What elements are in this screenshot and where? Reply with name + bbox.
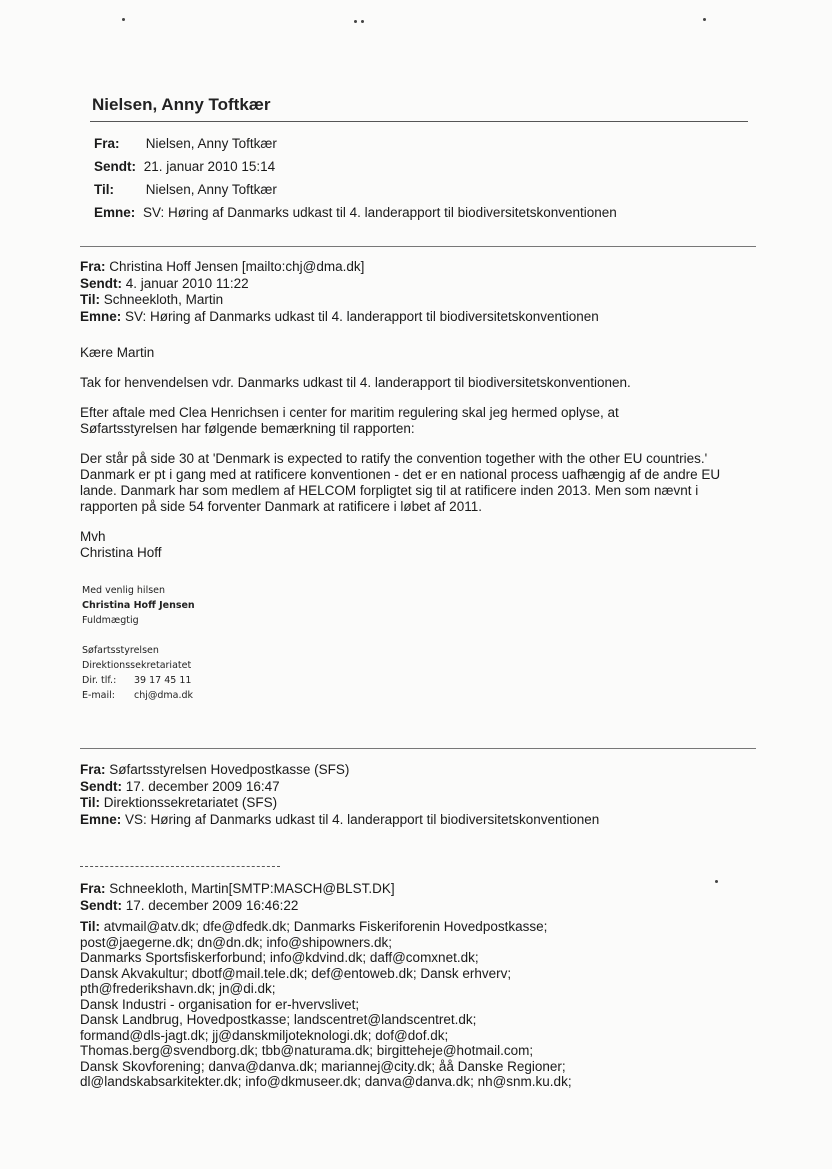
- sig-email-link[interactable]: chj@dma.dk: [134, 690, 194, 701]
- msg1-from-label: Fra:: [80, 259, 106, 274]
- msg3-to-label: Til:: [80, 919, 100, 934]
- from-value: Nielsen, Anny Toftkær: [145, 136, 277, 151]
- sent-label: Sendt:: [94, 159, 136, 174]
- recipient-line: post@jaegerne.dk; dn@dn.dk; info@shipowners.dk;: [80, 934, 393, 950]
- subject-value: SV: Høring af Danmarks udkast til 4. landerapport til biodiversitetskonventionen: [143, 205, 617, 220]
- paragraph-3: Der står på side 30 at 'Denmark is expected to ratify the convention together with the other EU countries.' Danmark er pt i gang med at ratificere konventionen - det er en national process uafhængig af de andre EU lande. Danmark har som medlem af HELCOM forpligtet sig til at ratificere inden 2013. Men som nævnt i rapporten på side 54 forventer Danmark at ratificere i løbet af 2011.: [80, 451, 721, 514]
- outer-subject-row: [94, 205, 617, 220]
- recipient-line: Dansk Industri - organisation for er-hvervslivet;: [80, 996, 360, 1012]
- msg3-sent-value: 17. december 2009 16:46:22: [125, 897, 299, 913]
- msg1-to-label: Til:: [80, 292, 100, 307]
- signature-block: [82, 583, 195, 703]
- document-title: Nielsen, Anny Toftkær: [92, 95, 271, 114]
- msg2-sent-value: 17. december 2009 16:47: [125, 778, 280, 794]
- msg3-header: [80, 881, 395, 914]
- recipient-line: Thomas.berg@svendborg.dk; tbb@naturama.dk; birgitteheje@hotmail.com;: [80, 1043, 534, 1058]
- recipient-line: Dansk Skovforening; danva@danva.dk; mariannej@city.dk; åå Danske Regioner;: [80, 1058, 566, 1074]
- msg1-header: [80, 259, 599, 325]
- msg2-to-value: Direktionssekretariatet (SFS): [103, 795, 278, 810]
- message-divider-1: [80, 246, 756, 247]
- outer-sent-row: [94, 159, 275, 174]
- msg1-body: [80, 345, 760, 561]
- sent-value: 21. januar 2010 15:14: [143, 159, 276, 174]
- sig-phone-label: Dir. tlf.:: [82, 675, 117, 686]
- closing-name: Christina Hoff: [80, 545, 162, 560]
- sig-email-label: E-mail:: [82, 690, 115, 701]
- sig-greeting: Med venlig hilsen: [82, 585, 166, 596]
- sig-dept: Direktionssekretariatet: [82, 660, 192, 671]
- sig-phone: 39 17 45 11: [134, 675, 192, 686]
- msg1-subject-label: Emne:: [80, 308, 122, 324]
- msg2-from-label: Fra:: [80, 762, 106, 777]
- msg2-subject-value: VS: Høring af Danmarks udkast til 4. landerapport til biodiversitetskonventionen: [125, 811, 600, 827]
- closing: Mvh: [80, 529, 106, 544]
- msg1-sent-value: 4. januar 2010 11:22: [125, 275, 249, 291]
- recipient-line: dl@landskabsarkitekter.dk; info@dkmuseer.dk; danva@danva.dk; nh@snm.ku.dk;: [80, 1074, 572, 1089]
- outer-to-row: [94, 182, 277, 197]
- msg1-from-value: Christina Hoff Jensen [mailto:chj@dma.dk]: [109, 259, 365, 274]
- msg1-to-value: Schneekloth, Martin: [103, 292, 224, 307]
- title-divider: [90, 121, 748, 122]
- paragraph-2: Efter aftale med Clea Henrichsen i center for maritim regulering skal jeg hermed oplyse, at Søfartsstyrelsen har følgende bemærkning til rapporten:: [80, 405, 619, 436]
- message-divider-2: [80, 748, 756, 749]
- msg3-from-label: Fra:: [80, 881, 106, 896]
- scan-speck: [703, 18, 706, 21]
- msg2-sent-label: Sendt:: [80, 778, 122, 794]
- msg1-sent-label: Sendt:: [80, 275, 122, 291]
- msg3-from-value: Schneekloth, Martin[SMTP:MASCH@BLST.DK]: [109, 881, 395, 896]
- scan-speck: [715, 880, 718, 883]
- scan-speck: [354, 20, 357, 23]
- recipient-line: Dansk Akvakultur; dbotf@mail.tele.dk; def@entoweb.dk; Dansk erhverv;: [80, 965, 512, 981]
- scan-speck: [122, 18, 125, 21]
- recipient-line: Danmarks Sportsfiskerforbund; info@kdvind.dk; daff@comxnet.dk;: [80, 950, 479, 965]
- greeting: Kære Martin: [80, 345, 155, 360]
- msg2-header: [80, 762, 599, 828]
- from-label: Fra:: [94, 136, 120, 151]
- outer-from-row: [94, 136, 277, 151]
- recipient-line: Dansk Landbrug, Hovedpostkasse; landscentret@landscentret.dk;: [80, 1012, 477, 1027]
- msg2-to-label: Til:: [80, 795, 100, 810]
- forward-separator: [80, 866, 280, 867]
- sig-title: Fuldmægtig: [82, 615, 139, 626]
- recipient-line: atvmail@atv.dk; dfe@dfedk.dk; Danmarks Fiskeriforenin Hovedpostkasse;: [103, 919, 548, 934]
- msg2-from-value: Søfartsstyrelsen Hovedpostkasse (SFS): [109, 762, 350, 777]
- sig-org: Søfartsstyrelsen: [82, 645, 159, 656]
- to-value: Nielsen, Anny Toftkær: [145, 182, 277, 197]
- msg3-recipients: [80, 919, 572, 1090]
- scan-speck: [361, 20, 364, 23]
- sig-name: Christina Hoff Jensen: [82, 600, 195, 611]
- msg1-subject-value: SV: Høring af Danmarks udkast til 4. landerapport til biodiversitetskonventionen: [125, 308, 599, 324]
- subject-label: Emne:: [94, 205, 136, 220]
- recipient-line: formand@dls-jagt.dk; jj@danskmiljoteknologi.dk; dof@dof.dk;: [80, 1027, 449, 1043]
- paragraph-1: Tak for henvendelsen vdr. Danmarks udkast til 4. landerapport til biodiversitetskonventionen.: [80, 375, 631, 390]
- msg2-subject-label: Emne:: [80, 811, 122, 827]
- recipient-line: pth@frederikshavn.dk; jn@di.dk;: [80, 981, 276, 996]
- to-label: Til:: [94, 182, 114, 197]
- msg3-sent-label: Sendt:: [80, 897, 122, 913]
